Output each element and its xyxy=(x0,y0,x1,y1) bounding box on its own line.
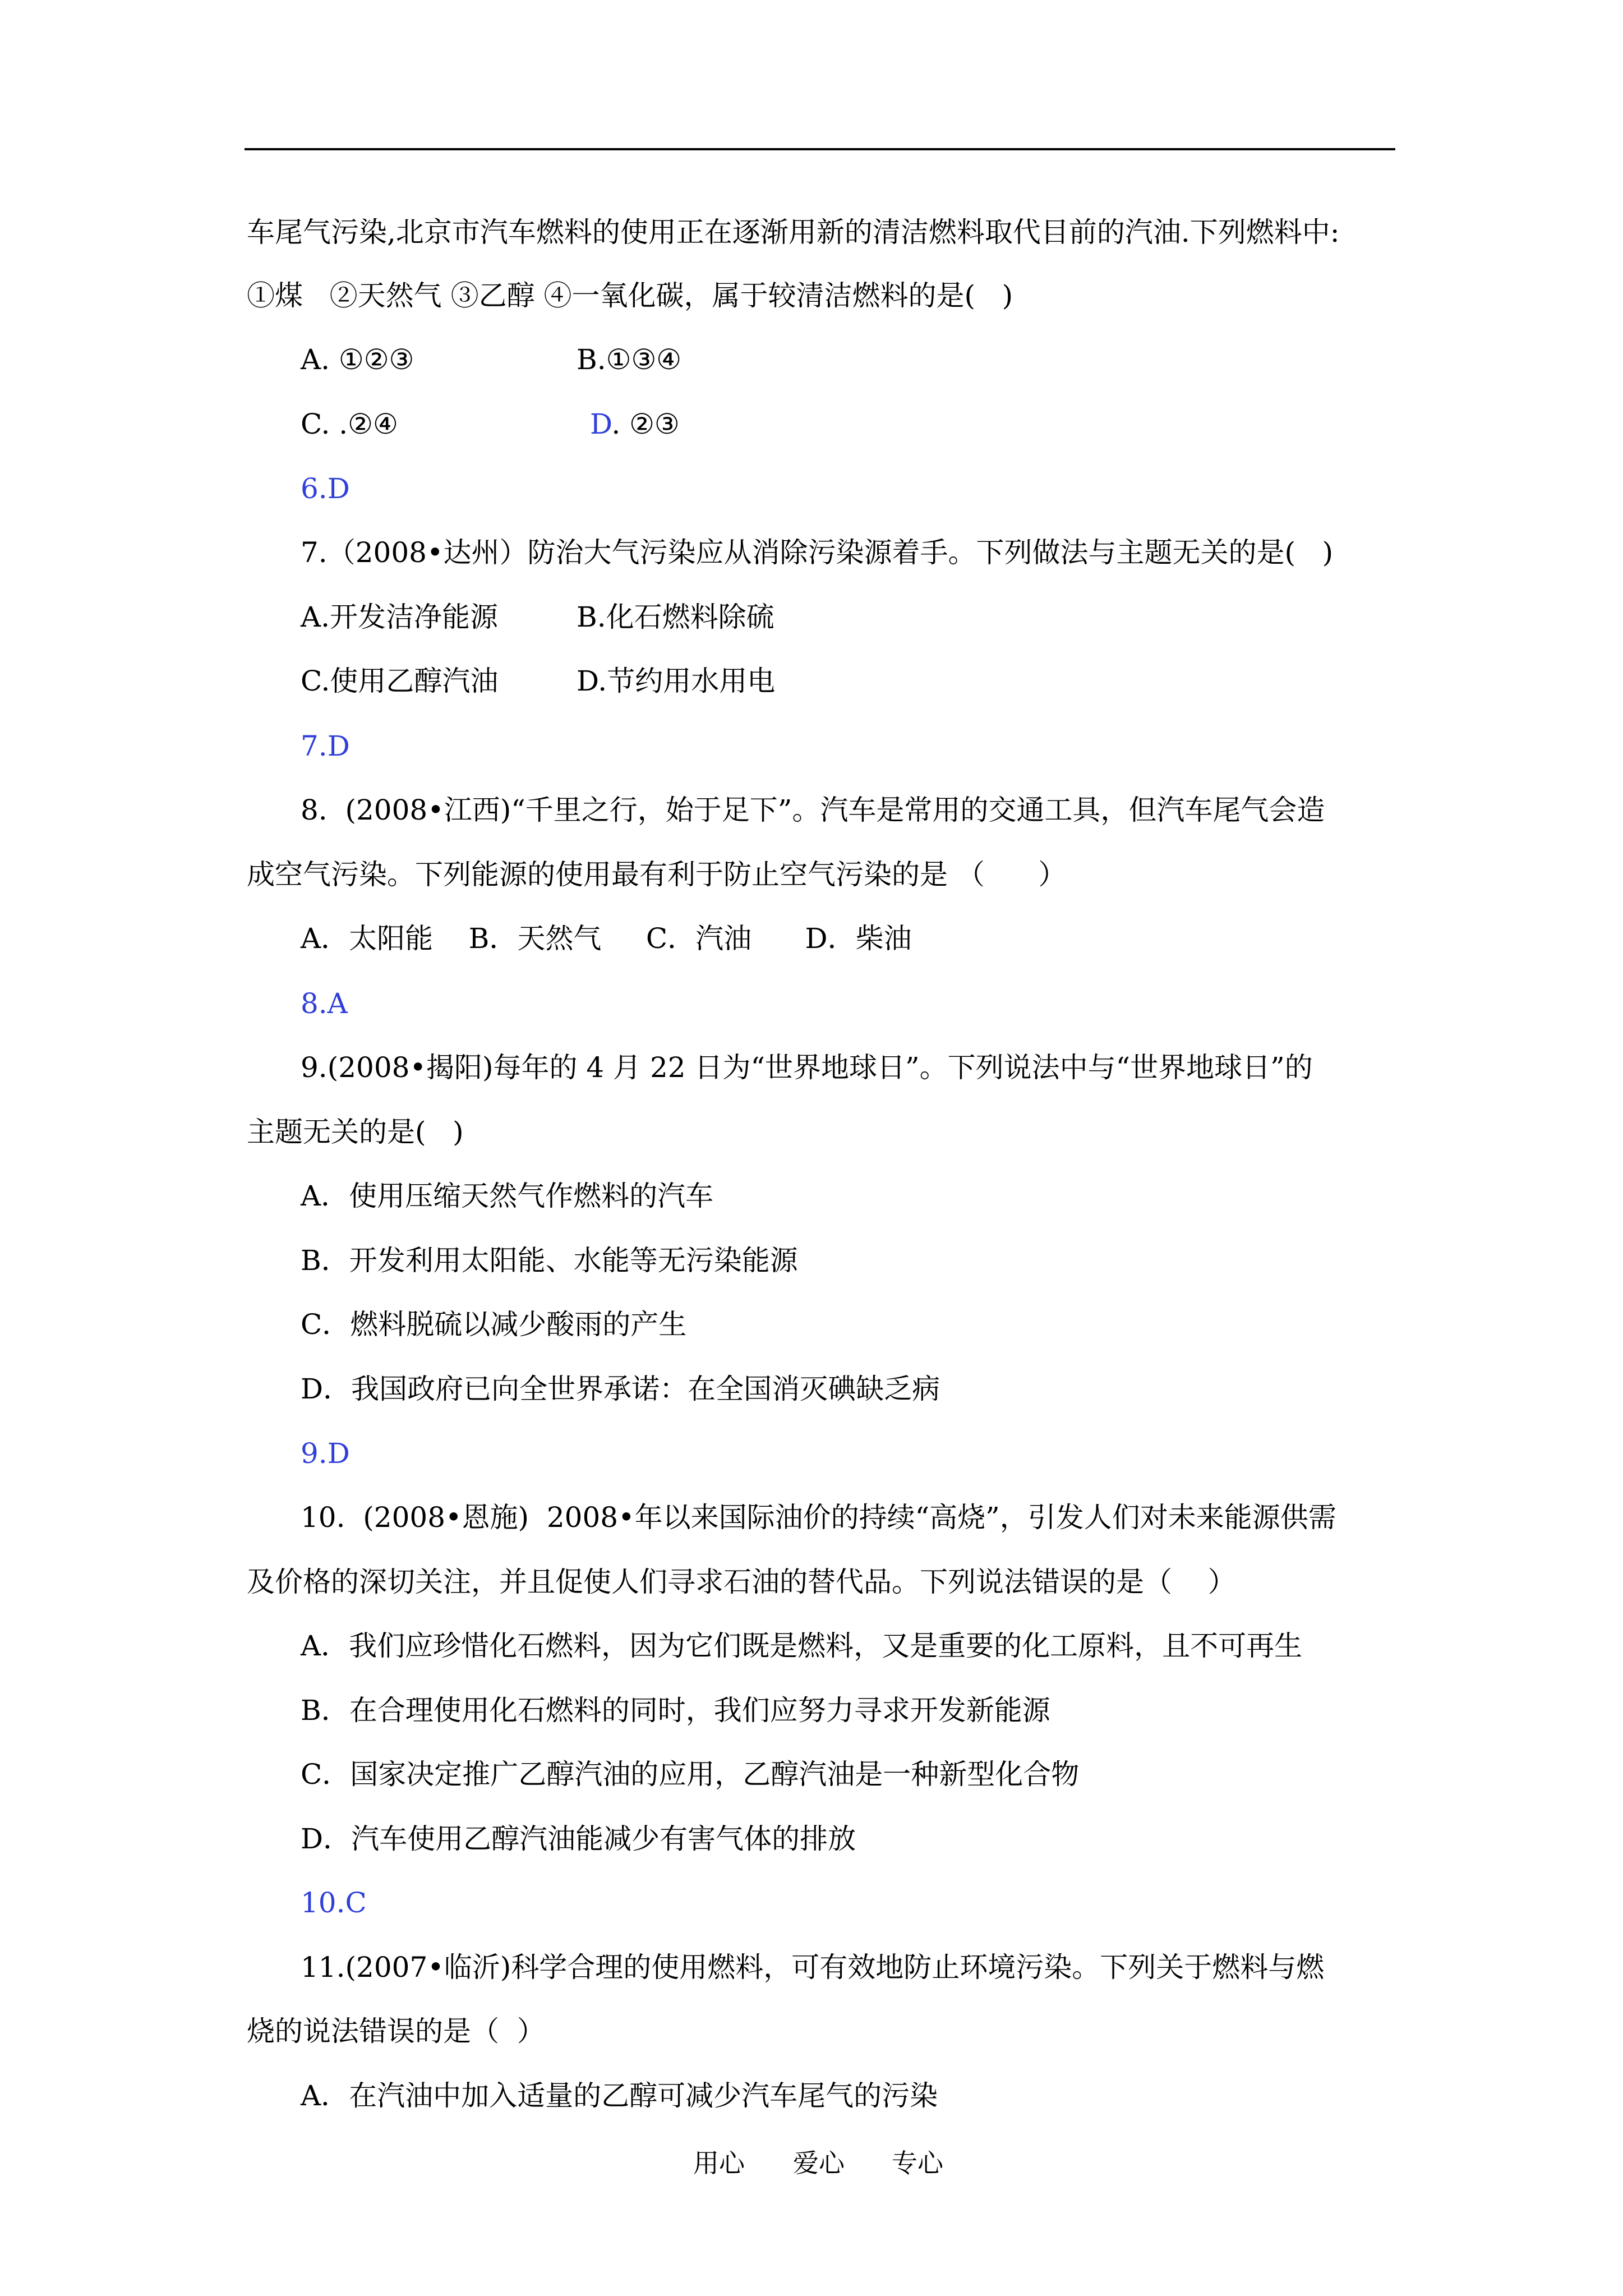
q5-option-c: C. .②④ xyxy=(301,408,398,440)
answer-6: 6.D xyxy=(301,472,350,505)
q10-option-c: C．国家决定推广乙醇汽油的应用，乙醇汽油是一种新型化合物 xyxy=(301,1758,1080,1791)
q9-option-c: C．燃料脱硫以减少酸雨的产生 xyxy=(301,1308,687,1341)
q8-line1: 8. (2008•江西)“千里之行，始于足下”。汽车是常用的交通工具，但汽车尾气会造 xyxy=(301,794,1325,826)
answer-7: 7.D xyxy=(301,730,350,762)
q5-option-a: A. ①②③ xyxy=(301,343,414,376)
q5-option-d-text: . ②③ xyxy=(611,408,680,440)
q5-line1: 车尾气污染,北京市汽车燃料的使用正在逐渐用新的清洁燃料取代目前的汽油.下列燃料中: xyxy=(247,216,1340,249)
q7-option-c: C.使用乙醇汽油 xyxy=(301,665,499,697)
q9-option-d: D．我国政府已向全世界承诺：在全国消灭碘缺乏病 xyxy=(301,1373,940,1405)
q11-line1: 11.(2007•临沂)科学合理的使用燃料，可有效地防止环境污染。下列关于燃料与燃 xyxy=(301,1951,1325,1984)
q11-option-a: A．在汽油中加入适量的乙醇可减少汽车尾气的污染 xyxy=(301,2079,938,2112)
q5-line2: ①煤 ②天然气 ③乙醇 ④一氧化碳，属于较清洁燃料的是( ) xyxy=(247,279,1013,312)
q10-option-d: D．汽车使用乙醇汽油能减少有害气体的排放 xyxy=(301,1823,856,1855)
q7-option-a: A.开发洁净能源 xyxy=(301,601,499,633)
q9-option-b: B．开发利用太阳能、水能等无污染能源 xyxy=(301,1244,798,1277)
q11-line2: 烧的说法错误的是（ ） xyxy=(247,2015,545,2047)
footer-right: 专心 xyxy=(892,2148,943,2178)
q8-line2: 成空气污染。下列能源的使用最有利于防止空气污染的是 （ ） xyxy=(247,858,1067,891)
q9-line1: 9.(2008•揭阳)每年的 4 月 22 日为“世界地球日”。下列说法中与“世界地球日”的 xyxy=(301,1051,1313,1084)
q9-option-a: A．使用压缩天然气作燃料的汽车 xyxy=(301,1180,714,1212)
q7-stem: 7.（2008•达州）防治大气污染应从消除污染源着手。下列做法与主题无关的是( ) xyxy=(301,536,1334,569)
footer-middle: 爱心 xyxy=(793,2148,845,2178)
header-rule xyxy=(245,148,1395,150)
answer-10: 10.C xyxy=(301,1887,367,1919)
answer-8: 8.A xyxy=(301,987,348,1020)
q10-option-a: A．我们应珍惜化石燃料，因为它们既是燃料，又是重要的化工原料，且不可再生 xyxy=(301,1630,1303,1662)
q5-option-b: B.①③④ xyxy=(577,343,682,376)
q5-option-d xyxy=(590,407,680,441)
q8-options: A．太阳能 B．天然气 C．汽油 D．柴油 xyxy=(301,922,912,955)
q7-option-d: D.节约用水用电 xyxy=(577,665,776,697)
q5-option-d-label: D xyxy=(590,408,612,440)
footer-left: 用心 xyxy=(693,2148,745,2178)
q10-option-b: B．在合理使用化石燃料的同时，我们应努力寻求开发新能源 xyxy=(301,1694,1050,1727)
q9-line2: 主题无关的是( ) xyxy=(247,1116,464,1148)
q10-line1: 10. (2008•恩施) 2008•年以来国际油价的持续“高烧”，引发人们对未来能源供需 xyxy=(301,1501,1336,1534)
answer-9: 9.D xyxy=(301,1437,350,1470)
q10-line2: 及价格的深切关注，并且促使人们寻求石油的替代品。下列说法错误的是（ ） xyxy=(247,1566,1236,1598)
q7-option-b: B.化石燃料除硫 xyxy=(577,601,774,633)
